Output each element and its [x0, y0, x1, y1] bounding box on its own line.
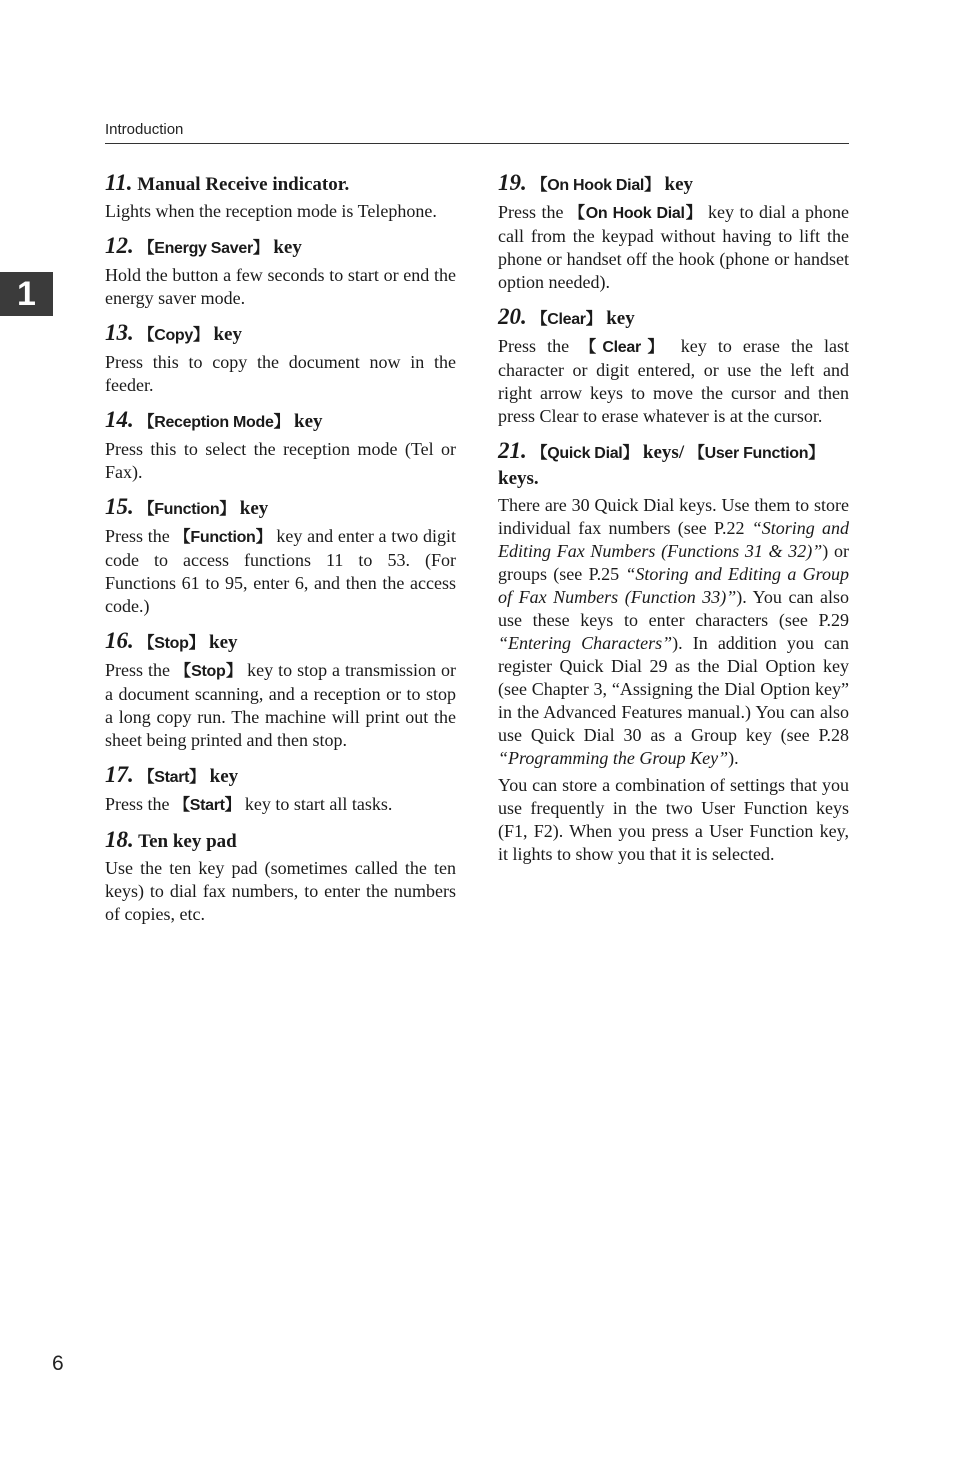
key-name-inline: 【 Stop 】 — [175, 663, 242, 680]
item-label: Ten key pad — [138, 831, 237, 852]
item-description: Use the ten key pad (sometimes called the ten keys) to dial fax numbers, to enter the numbers of copies, etc. — [105, 858, 456, 924]
left-column — [105, 170, 456, 936]
item-description: Press the 【 Start 】 key to start all tasks. — [105, 793, 456, 817]
item-mid: keys/ — [638, 442, 689, 463]
item-number: 21. — [498, 438, 527, 463]
item-suffix: key — [208, 324, 242, 345]
key-name: 【 Stop 】 — [139, 635, 205, 652]
item-title — [105, 170, 456, 197]
item-description: Press the 【 Clear 】 key to erase the last character or digit entered, or use the left and right arrow keys to move the cursor and then press Clear to erase whatever is at the cursor. — [498, 335, 849, 428]
chapter-tab: 1 — [0, 272, 53, 316]
item-19 — [498, 170, 849, 294]
item-number: 15. — [105, 494, 134, 519]
item-number: 11. — [105, 170, 133, 195]
item-suffix: key — [204, 766, 239, 787]
item-description: You can store a combination of settings that you use frequently in the two User Function keys (F1, F2). When you press a User Function key, it lights to show you that it is selected. — [498, 775, 849, 864]
item-suffix: keys. — [498, 468, 539, 489]
key-name: 【 User Function 】 — [689, 445, 824, 462]
cross-reference: “Entering Characters” — [498, 633, 673, 653]
key-name: 【 Start 】 — [139, 769, 205, 786]
key-name: 【 Clear 】 — [532, 311, 602, 328]
item-description: Press the 【 Function 】 key and enter a two digit code to access functions 11 to 53. (For Functions 61 to 95, enter 6, and then the access code.) — [105, 525, 456, 618]
key-name: 【 Energy Saver 】 — [139, 240, 269, 257]
item-14 — [105, 407, 456, 484]
item-17 — [105, 762, 456, 817]
key-name: 【 Copy 】 — [139, 327, 209, 344]
item-description: Lights when the reception mode is Telephone. — [105, 201, 437, 221]
item-title — [105, 233, 456, 261]
item-description: Press the 【 Stop 】 key to stop a transmission or a document scanning, and a reception or to stop a long copy run. The machine will print out the sheet being printed and then stop. — [105, 659, 456, 752]
item-suffix: key — [268, 237, 302, 258]
running-header: Introduction — [105, 121, 184, 138]
item-number: 20. — [498, 304, 527, 329]
item-description: Press this to copy the document now in the feeder. — [105, 352, 456, 395]
header-rule — [105, 143, 849, 144]
item-suffix: key — [659, 174, 694, 195]
item-title — [498, 170, 849, 198]
item-20 — [498, 304, 849, 428]
key-name-inline: 【 Start 】 — [174, 797, 240, 814]
item-label: Manual Receive indicator. — [137, 174, 350, 195]
page-number: 6 — [52, 1352, 64, 1375]
key-name: 【 Reception Mode 】 — [139, 414, 290, 431]
item-15 — [105, 494, 456, 618]
item-description: There are 30 Quick Dial keys. Use them to store individual fax numbers (see P.22 “Storing and Editing Fax Numbers (Functions 31 & 32)”) or groups (see P.25 “Storing and Editing a Group of Fax Numbers (Function 33)”). You can also use these keys to enter characters (see P.29 “Entering Characters”). In addition you can register Quick Dial 29 as the Dial Option key (see Chapter 3, “Assigning the Dial Option key” in the Advanced Features manual.) You can also use Quick Dial 30 as a Group key (see P.28 “Programming the Group Key”). — [498, 495, 849, 768]
key-name: 【 Function 】 — [139, 501, 236, 518]
item-title — [105, 320, 456, 348]
item-12 — [105, 233, 456, 310]
item-title — [105, 494, 456, 522]
item-21 — [498, 438, 849, 866]
cross-reference: “Programming the Group Key” — [498, 748, 729, 768]
item-description: Press this to select the reception mode (Tel or Fax). — [105, 439, 456, 482]
item-number: 12. — [105, 233, 134, 258]
item-suffix: key — [235, 498, 269, 519]
item-description: Press the 【 On Hook Dial 】 key to dial a phone call from the keypad without having to lift the phone or handset off the hook (phone or handset option needed). — [498, 201, 849, 294]
item-11 — [105, 170, 456, 223]
key-name-inline: 【 On Hook Dial 】 — [569, 205, 702, 222]
item-title — [498, 438, 849, 491]
item-number: 13. — [105, 320, 134, 345]
key-name: 【 On Hook Dial 】 — [532, 177, 660, 194]
item-18 — [105, 827, 456, 926]
item-16 — [105, 628, 456, 752]
item-13 — [105, 320, 456, 397]
item-title — [105, 407, 456, 435]
item-title — [105, 827, 456, 854]
cross-reference: “Storing and Editing Fax Numbers (Functions 31 & 32)” — [498, 518, 849, 561]
item-number: 17. — [105, 762, 134, 787]
item-number: 16. — [105, 628, 134, 653]
key-name: 【 Quick Dial 】 — [532, 445, 639, 462]
key-name-inline: 【 Function 】 — [174, 529, 271, 546]
item-title — [105, 762, 456, 790]
item-title — [498, 304, 849, 332]
item-title — [105, 628, 456, 656]
item-suffix: key — [601, 308, 635, 329]
item-suffix: key — [289, 411, 323, 432]
item-number: 18. — [105, 827, 134, 852]
item-description: Hold the button a few seconds to start or end the energy saver mode. — [105, 265, 456, 308]
right-column — [498, 170, 849, 876]
key-name-inline: 【 Clear 】 — [580, 339, 670, 356]
cross-reference: “Storing and Editing a Group of Fax Numbers (Function 33)” — [498, 564, 849, 607]
item-number: 19. — [498, 170, 527, 195]
item-suffix: key — [204, 632, 238, 653]
item-number: 14. — [105, 407, 134, 432]
